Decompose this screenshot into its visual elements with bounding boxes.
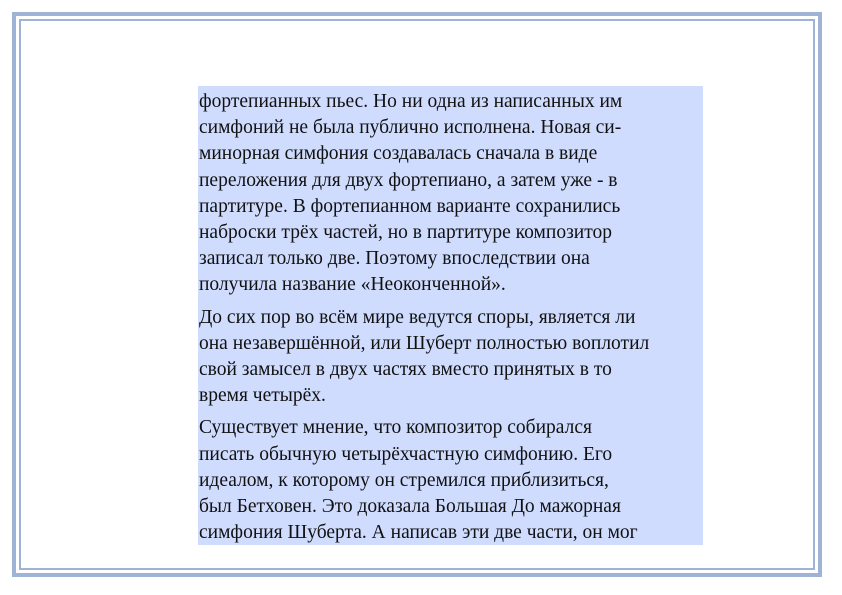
- text-line: Существует мнение, что композитор собирался: [199, 417, 592, 439]
- text-line: был Бетховен. Это доказала Большая До мажорная: [199, 496, 621, 518]
- text-line: партитуре. В фортепианном варианте сохранились: [199, 195, 621, 217]
- text-line: симфоний не была публично исполнена. Новая си-: [199, 117, 622, 139]
- text-line: писать обычную четырёхчастную симфонию. Его: [199, 443, 613, 465]
- text-line: фортепианных пьес. Но ни одна из написанных им: [199, 91, 623, 112]
- text-block: [198, 86, 703, 545]
- paragraph-1: [199, 89, 703, 299]
- text-line: симфония Шуберта. А написав эти две части, он мог: [199, 522, 638, 544]
- text-line: время четырёх.: [199, 385, 326, 407]
- text-line: наброски трёх частей, но в партитуре композитор: [199, 222, 612, 244]
- text-line: До сих пор во всём мире ведутся споры, является ли: [199, 306, 636, 328]
- text-line: записал только две. Поэтому впоследствии она: [199, 248, 590, 270]
- text-line: идеалом, к которому он стремился приблизиться,: [199, 469, 609, 491]
- text-line: она незавершённой, или Шуберт полностью воплотил: [199, 332, 650, 354]
- paragraph-2: [199, 305, 703, 410]
- paragraph-3: [199, 415, 703, 546]
- text-line: получила название «Неоконченной».: [199, 274, 506, 296]
- text-line: минорная симфония создавалась сначала в виде: [199, 143, 598, 165]
- text-line: свой замысел в двух частях вместо принятых в то: [199, 359, 612, 381]
- text-line: переложения для двух фортепиано, а затем уже - в: [199, 169, 618, 191]
